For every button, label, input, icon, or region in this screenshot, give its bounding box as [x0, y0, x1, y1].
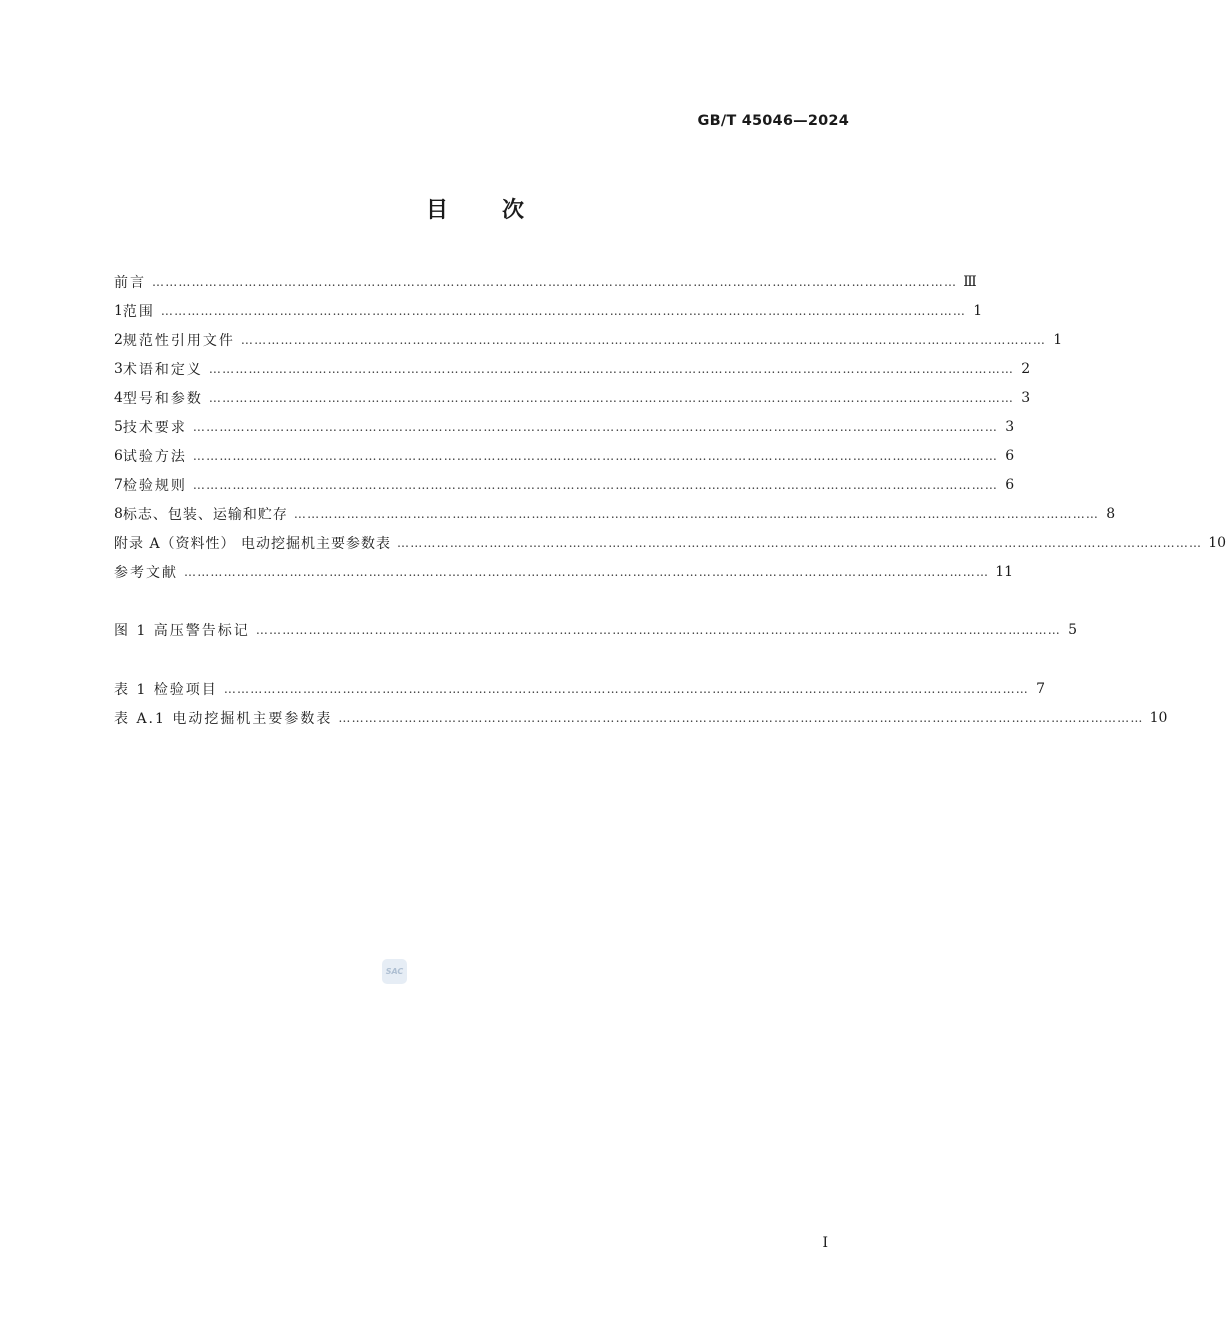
toc-entry-page: 2: [1021, 361, 1031, 377]
toc-leader-dots: …………………………………………………………………………………………………………………………………………………………………: [152, 275, 958, 289]
toc-leader-dots: …………………………………………………………………………………………………………………………………………………………………: [338, 711, 1144, 725]
toc-leader-dots: …………………………………………………………………………………………………………………………………………………………………: [208, 391, 1015, 405]
toc-entry-models-parameters[interactable]: [114, 387, 1031, 409]
toc-leader-dots: …………………………………………………………………………………………………………………………………………………………………: [184, 565, 990, 579]
toc-entry-label: 型号和参数: [122, 391, 203, 407]
toc-leader-dots: …………………………………………………………………………………………………………………………………………………………………: [192, 449, 999, 463]
toc-entry-label: 检验规则: [122, 478, 187, 494]
toc-entry-page: 6: [1005, 448, 1015, 464]
toc-entry-page: 3: [1005, 419, 1015, 435]
toc-entry-number: 6: [114, 448, 123, 464]
toc-entry-label: 参考文献: [114, 565, 178, 581]
toc-entry-technical-requirements[interactable]: [114, 416, 1015, 438]
toc-table-page: 7: [1036, 681, 1046, 697]
toc-entry-number: 4: [114, 390, 123, 406]
toc-entry-normative-references[interactable]: [114, 329, 1063, 351]
toc-entry-page: 6: [1005, 477, 1015, 493]
toc-entry-label: 术语和定义: [122, 362, 203, 378]
toc-entry-label: 范围: [122, 304, 155, 320]
toc-entry-page: Ⅲ: [963, 274, 977, 290]
toc-leader-dots: …………………………………………………………………………………………………………………………………………………………………: [192, 420, 999, 434]
toc-entry-page: 1: [1053, 332, 1063, 348]
toc-entry-test-methods[interactable]: [114, 445, 1015, 467]
toc-entry-number: 5: [114, 419, 123, 435]
toc-entry-label: 技术要求: [122, 420, 187, 436]
toc-entry-number: 2: [114, 332, 123, 348]
toc-entry-label: 规范性引用文件: [122, 333, 235, 349]
toc-entry-annex-a[interactable]: [114, 532, 1226, 554]
toc-table-1[interactable]: [114, 678, 1046, 700]
toc-entry-page: 10: [1208, 535, 1226, 551]
toc-entry-number: 7: [114, 477, 123, 493]
toc-entry-label: 前言: [114, 275, 146, 291]
toc-entry-scope[interactable]: [114, 300, 983, 322]
toc-entry-page: 8: [1106, 506, 1116, 522]
toc-leader-dots: …………………………………………………………………………………………………………………………………………………………………: [223, 682, 1030, 696]
toc-table-label: 表 1 检验项目: [114, 682, 218, 698]
toc-table-a1[interactable]: [114, 707, 1168, 729]
toc-leader-dots: …………………………………………………………………………………………………………………………………………………………………: [255, 623, 1062, 637]
toc-figure-page: 5: [1068, 622, 1078, 638]
toc-leader-dots: …………………………………………………………………………………………………………………………………………………………………: [240, 333, 1047, 347]
standard-number: GB/T 45046—2024: [697, 113, 849, 129]
toc-entry-bibliography[interactable]: [114, 561, 1014, 583]
toc-leader-dots: …………………………………………………………………………………………………………………………………………………………………: [192, 478, 999, 492]
toc-leader-dots: …………………………………………………………………………………………………………………………………………………………………: [397, 536, 1203, 550]
toc-title: 目次: [425, 198, 578, 223]
toc-entry-label: 附录 A（资料性） 电动挖掘机主要参数表: [114, 536, 392, 552]
toc-entry-label: 试验方法: [122, 449, 187, 465]
toc-leader-dots: …………………………………………………………………………………………………………………………………………………………………: [208, 362, 1015, 376]
toc-entry-label: 标志、包装、运输和贮存: [122, 507, 288, 523]
toc-entry-number: 3: [114, 361, 123, 377]
toc-entry-terms-definitions[interactable]: [114, 358, 1031, 380]
toc-table-page: 10: [1149, 710, 1168, 726]
toc-entry-inspection-rules[interactable]: [114, 474, 1015, 496]
toc-table-label: 表 A.1 电动挖掘机主要参数表: [114, 711, 333, 727]
toc-leader-dots: …………………………………………………………………………………………………………………………………………………………………: [293, 507, 1100, 521]
page-folio: I: [822, 1235, 828, 1251]
toc-entry-marking-packaging[interactable]: [114, 503, 1116, 525]
toc-leader-dots: …………………………………………………………………………………………………………………………………………………………………: [160, 304, 967, 318]
toc-entry-page: 1: [973, 303, 983, 319]
toc-entry-number: 8: [114, 506, 123, 522]
toc-entry-page: 11: [995, 564, 1014, 580]
toc-entry-page: 3: [1021, 390, 1031, 406]
toc-entry-number: 1: [114, 303, 123, 319]
toc-entry-foreword[interactable]: [114, 271, 977, 293]
toc-figure-label: 图 1 高压警告标记: [114, 623, 250, 639]
toc-figure-1[interactable]: [114, 619, 1078, 641]
sac-watermark-logo: SAC: [382, 959, 407, 984]
